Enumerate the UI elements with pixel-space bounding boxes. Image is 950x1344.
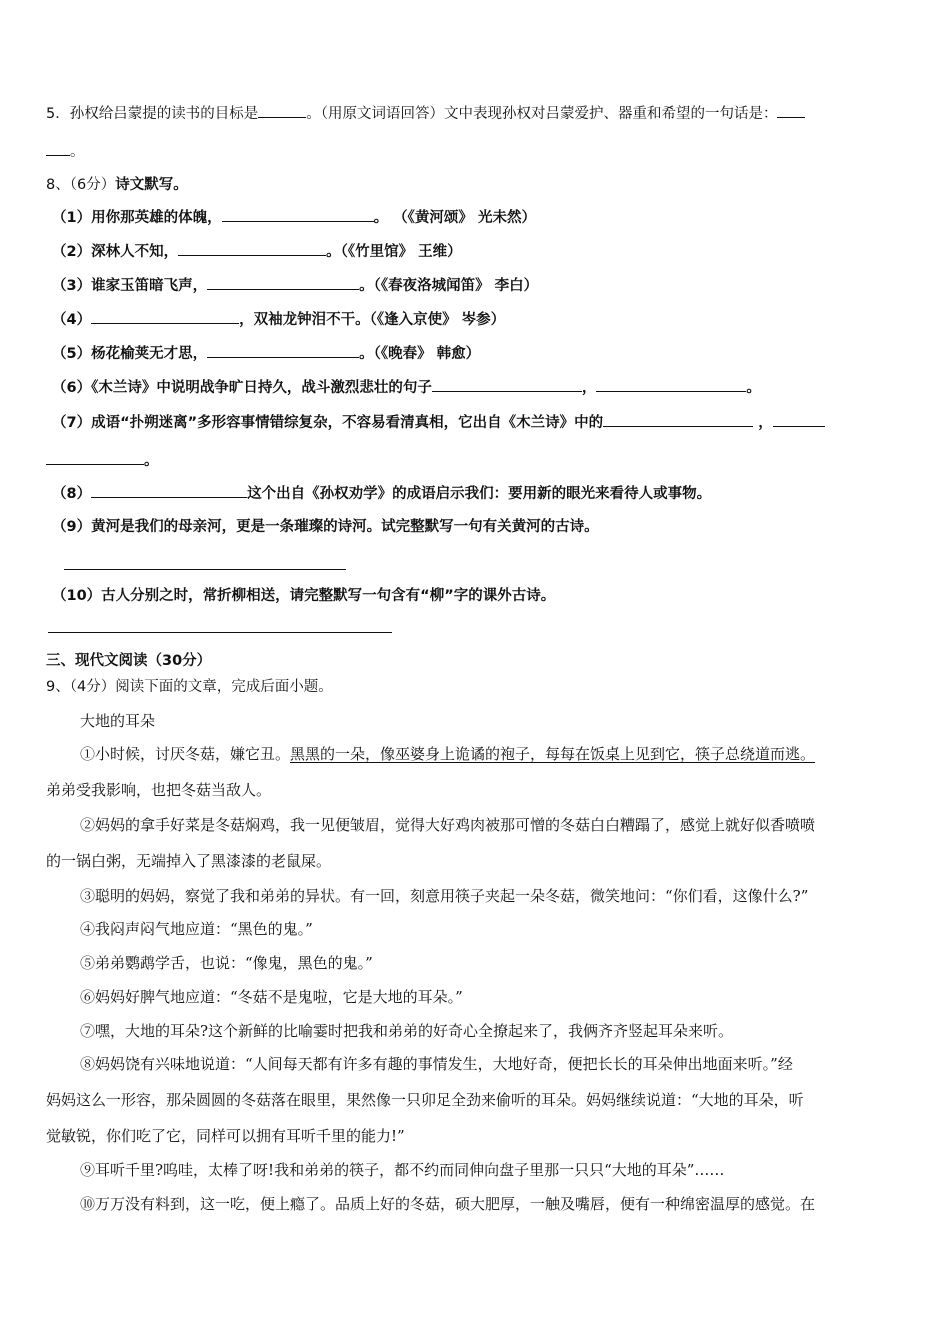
section-3-title: 三、现代文阅读（30分）	[46, 653, 212, 669]
q8-item-4-post: ，双袖龙钟泪不干。（《逢入京使》 岑参）	[239, 312, 506, 328]
q8-item-1-blank[interactable]	[222, 207, 374, 222]
q8-item-6-pre: （6）《木兰诗》中说明战争旷日持久，战斗激烈悲壮的句子	[52, 380, 432, 396]
q8-item-8-post: 这个出自《孙权劝学》的成语启示我们：要用新的眼光来看待人或事物。	[247, 486, 712, 502]
q8-title: 诗文默写。	[115, 177, 188, 193]
paragraph-5: ⑤弟弟鹦鹉学舌，也说：“像鬼，黑色的鬼。”	[80, 954, 373, 972]
q8-item-4-blank[interactable]	[91, 309, 239, 324]
q8-item-3	[52, 275, 538, 296]
q8-item-6-blank-2[interactable]	[596, 377, 746, 392]
paragraph-2-line-2: 的一锅白粥，无端掉入了黑漆漆的老鼠屎。	[46, 852, 332, 870]
paragraph-4: ④我闷声闷气地应道：“黑色的鬼。”	[80, 920, 313, 938]
q8-item-7-line-2	[46, 450, 159, 471]
paragraph-8: ⑧妈妈饶有兴味地说道：“人间每天都有许多有趣的事情发生，大地好奇，便把长长的耳朵伸出地面来听。”经	[80, 1055, 793, 1073]
q8-item-4	[52, 309, 505, 330]
q8-item-2-blank[interactable]	[178, 241, 326, 256]
q8-item-6-blank-1[interactable]	[432, 377, 582, 392]
q8-item-3-pre: （3）谁家玉笛暗飞声，	[52, 278, 208, 294]
q5-line-2	[46, 141, 85, 162]
q8-item-8	[52, 483, 711, 504]
q8-item-6	[52, 377, 761, 398]
paragraph-7: ⑦嘿，大地的耳朵?这个新鲜的比喻霎时把我和弟弟的好奇心全撩起来了，我俩齐齐竖起耳朵来听。	[80, 1022, 734, 1040]
paragraph-2: ②妈妈的拿手好菜是冬菇焖鸡，我一见便皱眉，觉得大好鸡肉被那可憎的冬菇白白糟蹋了，感觉上就好似香喷喷	[80, 816, 816, 834]
paragraph-1	[80, 744, 815, 764]
q8-item-3-post: 。（《春夜洛城闻笛》 李白）	[359, 278, 539, 294]
q8-item-8-pre: （8）	[52, 486, 92, 502]
q5-text-2: 。（用原文词语回答）文中表现孙权对吕蒙爱护、器重和希望的一句话是：	[306, 106, 778, 122]
q8-item-10	[52, 586, 555, 606]
paragraph-3: ③聪明的妈妈，察觉了我和弟弟的异状。有一回，刻意用筷子夹起一朵冬菇，微笑地问：“你们看，这像什么?”	[80, 887, 809, 905]
q8-item-2	[52, 241, 462, 262]
q8-item-1-post: 。 （《黄河颂》 光未然）	[373, 210, 536, 226]
paragraph-8-line-2: 妈妈这么一形容，那朵圆圆的冬菇落在眼里，果然像一只卯足全劲来偷听的耳朵。妈妈继续说道：“大地的耳朵，听	[46, 1091, 804, 1109]
q8-item-7-post: 。	[144, 453, 159, 469]
paragraph-1-line-2: 弟弟受我影响，也把冬菇当敌人。	[46, 781, 272, 799]
q8-item-1-pre: （1）用你那英雄的体魄，	[52, 210, 222, 226]
q9-header: 9、（4分）阅读下面的文章，完成后面小题。	[46, 679, 333, 695]
article-title: 大地的耳朵	[80, 712, 156, 730]
q5-end: 。	[70, 144, 85, 160]
paragraph-9: ⑨耳听千里?呜哇，太棒了呀!我和弟弟的筷子，都不约而同伸向盘子里那一只只“大地的耳朵”……	[80, 1161, 725, 1179]
q8-item-7-mid: ，	[753, 415, 773, 431]
q8-item-7-pre: （7）成语“扑朔迷离”多形容事情错综复杂，不容易看清真相，它出自《木兰诗》中的	[52, 415, 604, 431]
q8-item-5-blank[interactable]	[207, 343, 359, 358]
q8-header	[46, 174, 188, 195]
q5-blank-1[interactable]	[258, 103, 306, 118]
q8-item-9-answer-line[interactable]	[64, 569, 346, 570]
q5-text-1: 5．孙权给吕蒙提的读书的目标是	[46, 106, 259, 122]
paragraph-1-underlined: 黑黑的一朵，像巫婆身上诡谲的袍子，每每在饭桌上见到它，筷子总绕道而逃。	[290, 745, 816, 763]
q8-item-5	[52, 343, 480, 364]
paragraph-6: ⑥妈妈好脾气地应道：“冬菇不是鬼啦，它是大地的耳朵。”	[80, 988, 463, 1006]
q8-item-6-mid: ，	[581, 380, 597, 396]
q5-blank-2-cont[interactable]	[46, 141, 70, 156]
q8-item-9-text: （9）黄河是我们的母亲河，更是一条璀璨的诗河。试完整默写一句有关黄河的古诗。	[52, 519, 599, 535]
q8-item-10-text: （10）古人分别之时，常折柳相送，请完整默写一句含有“柳”字的课外古诗。	[52, 588, 556, 604]
q5-line	[46, 103, 805, 124]
q8-item-9	[52, 517, 599, 537]
q8-item-5-pre: （5）杨花榆荚无才思，	[52, 346, 208, 362]
q8-item-2-post: 。（《竹里馆》 王维）	[326, 244, 462, 260]
q8-item-7-blank-2-cont[interactable]	[46, 450, 144, 465]
q8-item-3-blank[interactable]	[207, 275, 359, 290]
paragraph-1-plain: ①小时候，讨厌冬菇，嫌它丑。	[80, 745, 291, 763]
paragraph-10: ⑩万万没有料到，这一吃，便上瘾了。品质上好的冬菇，硕大肥厚，一触及嘴唇，便有一种绵密温厚的感觉。在	[80, 1195, 816, 1213]
q8-item-1	[52, 207, 536, 228]
q8-item-7-blank-1[interactable]	[603, 412, 753, 427]
q8-item-4-pre: （4）	[52, 312, 92, 328]
q8-number: 8、	[46, 177, 70, 193]
q5-blank-2[interactable]	[777, 103, 805, 118]
q8-item-7	[52, 412, 825, 433]
q8-item-10-answer-line[interactable]	[48, 632, 392, 633]
q8-item-2-pre: （2）深林人不知，	[52, 244, 179, 260]
q8-item-5-post: 。（《晚春》 韩愈）	[359, 346, 481, 362]
q8-item-8-blank[interactable]	[91, 483, 247, 498]
q8-score: （6分）	[69, 177, 116, 193]
q8-item-6-post: 。	[746, 380, 761, 396]
paragraph-8-line-3: 觉敏锐，你们吃了它，同样可以拥有耳听千里的能力!”	[46, 1127, 405, 1145]
q8-item-7-blank-2[interactable]	[773, 412, 825, 427]
